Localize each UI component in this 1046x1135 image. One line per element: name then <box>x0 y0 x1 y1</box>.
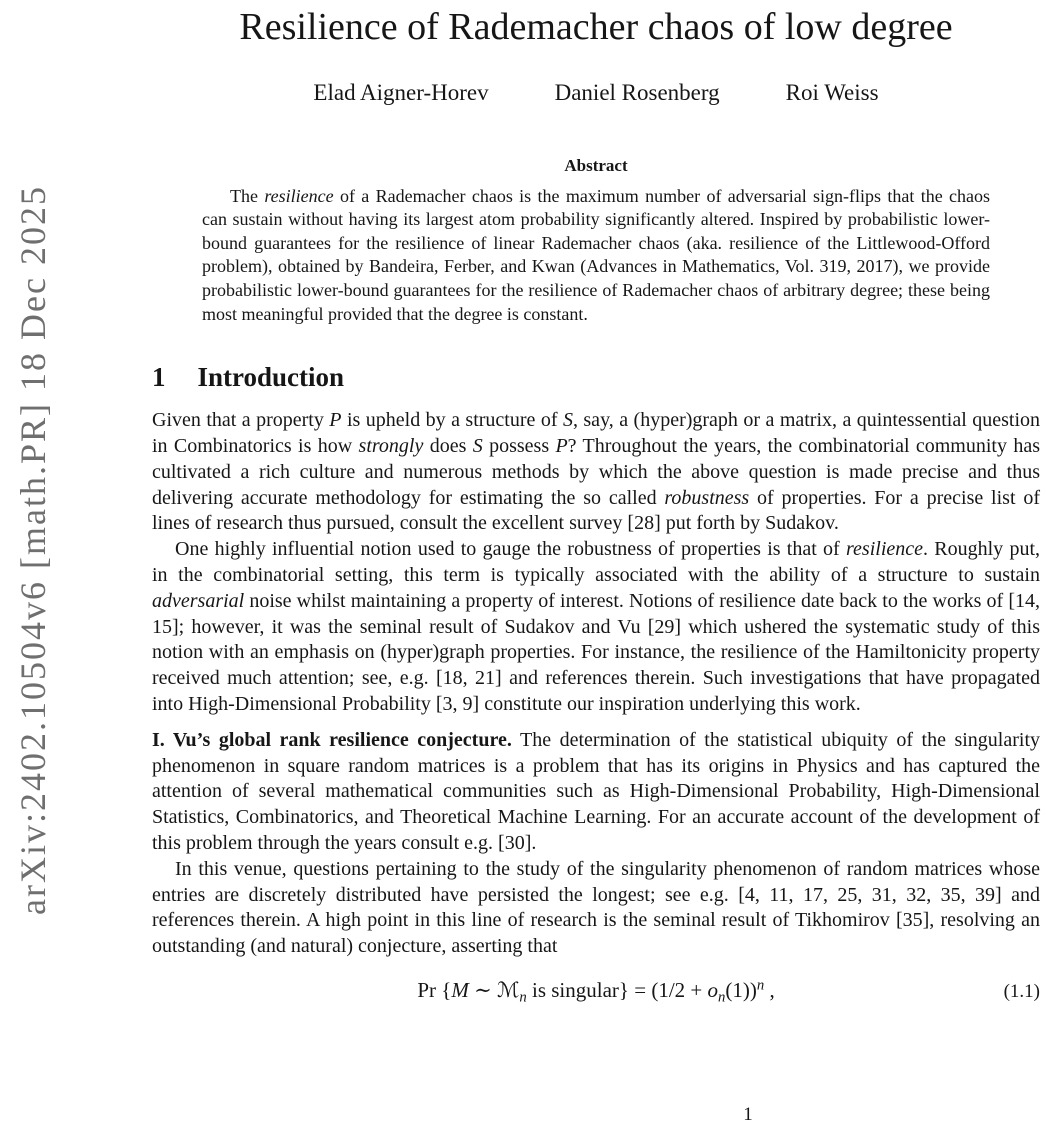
author-name: Daniel Rosenberg <box>554 79 720 105</box>
page-number: 1 <box>743 1104 753 1125</box>
section-heading <box>152 362 1040 393</box>
author-name: Roi Weiss <box>785 79 879 105</box>
text-segment: possess <box>482 435 556 458</box>
arxiv-stamp: arXiv:2402.10504v6 [math.PR] 18 Dec 2025 <box>13 185 53 915</box>
text-segment: , say, a (hyper)graph or a matrix, a quintessential question in Combinatorics is how <box>152 409 1041 458</box>
text-segment: (1)) <box>725 978 757 1003</box>
text-segment: P <box>329 409 342 432</box>
text-segment: n <box>756 977 765 994</box>
text-segment: } = (1/2 + <box>618 978 708 1003</box>
body-paragraphs <box>152 408 1040 960</box>
text-segment: The determination of the statistical ubiquity of the singularity phenomenon in square random matrices is a problem that has its origins in Physics and has captured the attention of several mathematical communities such as High-Dimensional Probability, High-Dimensional Statistics, Combinatorics, and Theoretical Machine Learning. For an accurate account of the development of this problem through the years consult e.g. [30]. <box>152 728 1041 854</box>
text-segment: ∼ <box>468 978 497 1003</box>
text-segment: n <box>718 989 726 1006</box>
section-title: Introduction <box>197 362 345 393</box>
text-segment: Pr { <box>417 978 452 1003</box>
text-segment: One highly influential notion used to gauge the robustness of properties is that of <box>175 538 846 561</box>
text-segment: does <box>423 435 473 458</box>
text-segment: M <box>451 978 469 1003</box>
text-segment: of properties. For a precise list of lines of research thus pursued, consult the excellent survey [28] put forth by Sudakov. <box>152 486 1040 535</box>
page-content <box>152 0 1041 1125</box>
author-list <box>152 80 1040 106</box>
abstract-text <box>202 185 990 327</box>
text-segment: I. Vu’s global rank resilience conjecture. <box>152 728 512 751</box>
paragraph <box>152 728 1040 857</box>
text-segment: is upheld by a structure of <box>341 409 563 432</box>
text-segment: P <box>555 435 568 458</box>
text-segment: adversarial <box>152 589 245 612</box>
text-segment: Given that a property <box>152 409 330 432</box>
text-segment: resilience <box>846 538 924 561</box>
text-segment: robustness <box>664 486 750 509</box>
abstract-heading: Abstract <box>564 155 628 175</box>
text-segment: ℳ <box>496 978 520 1003</box>
text-segment: . Roughly put, in the combinatorial setting, this term is typically associated with the ability of a structure to sustain <box>152 538 1041 587</box>
equation-number: (1.1) <box>1003 981 1040 1003</box>
section-number: 1 <box>152 362 166 393</box>
paper-title: Resilience of Rademacher chaos of low degree <box>239 6 953 48</box>
equation <box>152 978 1040 1007</box>
text-segment: ? Throughout the years, the combinatorial community has cultivated a rich culture and numerous methods by which the above question is made precise and thus delivering accurate methodology for estimating the so called <box>152 435 1040 509</box>
equation-body <box>417 977 775 1006</box>
paragraph <box>152 408 1040 537</box>
text-segment: n <box>519 989 527 1006</box>
text-segment: o <box>707 978 719 1003</box>
text-segment: The <box>230 185 265 206</box>
author-name: Elad Aigner-Horev <box>313 79 489 105</box>
text-segment: of a Rademacher chaos is the maximum number of adversarial sign-flips that the chaos can sustain without having its largest atom probability significantly altered. Inspired by probabilistic lower-bound guarantees for the resilience of linear Rademacher chaos (aka. resilience of the Littlewood-Offord problem), obtained by Bandeira, Ferber, and Kwan (Advances in Mathematics, Vol. 319, 2017), we provide probabilistic lower-bound guarantees for the resilience of Rademacher chaos of arbitrary degree; these being most meaningful provided that the degree is constant. <box>202 185 990 324</box>
text-segment: noise whilst maintaining a property of interest. Notions of resilience date back to the works of [14, 15]; however, it was the seminal result of Sudakov and Vu [29] which ushered the systematic study of this notion with an emphasis on (hyper)graph properties. For instance, the resilience of the Hamiltonicity property received much attention; see, e.g. [18, 21] and references therein. Such investigations that have propagated into High-Dimensional Probability [3, 9] constitute our inspiration underlying this work. <box>152 589 1040 716</box>
text-segment: In this venue, questions pertaining to the study of the singularity phenomenon of random matrices whose entries are discretely distributed have persisted the longest; see e.g. [4, 11, 17, 25, 31, 32, 35, 39] and references therein. A high point in this line of research is the seminal result of Tikhomirov [35], resolving an outstanding (and natural) conjecture, asserting that <box>152 857 1040 958</box>
text-segment: strongly <box>358 435 424 458</box>
text-segment: S <box>562 409 573 432</box>
text-segment: is singular <box>526 978 619 1003</box>
paragraph <box>152 537 1040 718</box>
text-segment: resilience <box>264 185 334 206</box>
paragraph <box>152 857 1040 960</box>
text-segment: S <box>472 435 483 458</box>
text-segment: , <box>764 978 775 1003</box>
